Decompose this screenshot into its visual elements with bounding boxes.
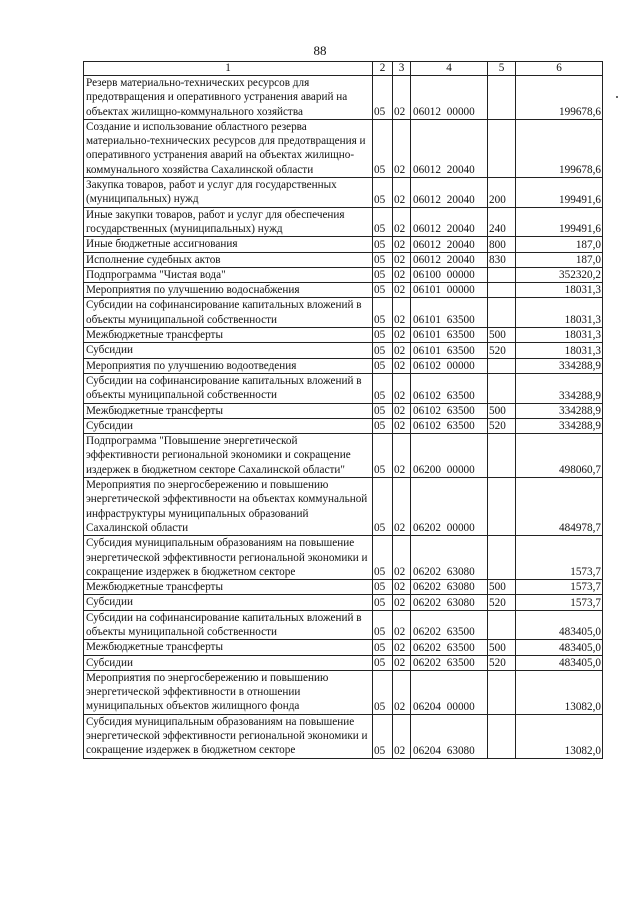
target-article-cell: 06012 20040: [411, 237, 488, 252]
section-cell: 05: [373, 343, 393, 358]
table-row: [84, 252, 603, 267]
amount-cell: 18031,3: [516, 283, 603, 298]
section-cell: 05: [373, 358, 393, 373]
table-row: [84, 403, 603, 418]
amount-cell: 187,0: [516, 237, 603, 252]
subsection-cell: 02: [393, 655, 411, 670]
item-name-cell: Подпрограмма "Повышение энергетической эффективности региональной экономики и сокращение издержек в бюджетном секторе Сахалинской области": [84, 434, 373, 478]
expense-type-cell: 500: [488, 328, 516, 343]
amount-cell: 18031,3: [516, 343, 603, 358]
expense-type-cell: 520: [488, 418, 516, 433]
target-article-cell: 06204 63080: [411, 714, 488, 758]
scan-mark: [616, 96, 618, 98]
col-header-3: 3: [393, 62, 411, 76]
expense-type-cell: [488, 373, 516, 403]
target-article-cell: 06202 63080: [411, 595, 488, 610]
table-row: [84, 343, 603, 358]
table-row: [84, 580, 603, 595]
amount-cell: 498060,7: [516, 434, 603, 478]
table-row: [84, 670, 603, 714]
subsection-cell: 02: [393, 237, 411, 252]
amount-cell: 483405,0: [516, 640, 603, 655]
item-name-cell: Субсидия муниципальным образованиям на повышение энергетической эффективности региональной экономики и сокращение издержек в бюджетном секторе: [84, 536, 373, 580]
page-number: 88: [313, 43, 327, 58]
section-cell: 05: [373, 595, 393, 610]
item-name-cell: Субсидии на софинансирование капитальных вложений в объекты муниципальной собственности: [84, 373, 373, 403]
amount-cell: 334288,9: [516, 373, 603, 403]
expense-type-cell: 500: [488, 580, 516, 595]
expense-type-cell: [488, 714, 516, 758]
section-cell: 05: [373, 536, 393, 580]
subsection-cell: 02: [393, 119, 411, 177]
item-name-cell: Субсидии: [84, 655, 373, 670]
item-name-cell: Субсидии на софинансирование капитальных вложений в объекты муниципальной собственности: [84, 298, 373, 328]
table-row: [84, 328, 603, 343]
section-cell: 05: [373, 610, 393, 640]
table-row: [84, 178, 603, 208]
section-cell: 05: [373, 207, 393, 237]
table-row: [84, 298, 603, 328]
section-cell: 05: [373, 434, 393, 478]
target-article-cell: 06101 63500: [411, 328, 488, 343]
target-article-cell: 06102 63500: [411, 373, 488, 403]
expense-type-cell: [488, 283, 516, 298]
section-cell: 05: [373, 478, 393, 536]
subsection-cell: 02: [393, 328, 411, 343]
col-header-4: 4: [411, 62, 488, 76]
subsection-cell: 02: [393, 343, 411, 358]
section-cell: 05: [373, 580, 393, 595]
table-row: [84, 595, 603, 610]
expense-type-cell: [488, 536, 516, 580]
amount-cell: 352320,2: [516, 267, 603, 282]
item-name-cell: Субсидии: [84, 343, 373, 358]
subsection-cell: 02: [393, 434, 411, 478]
section-cell: 05: [373, 283, 393, 298]
expense-type-cell: [488, 298, 516, 328]
col-header-6: 6: [516, 62, 603, 76]
target-article-cell: 06102 00000: [411, 358, 488, 373]
item-name-cell: Исполнение судебных актов: [84, 252, 373, 267]
subsection-cell: 02: [393, 536, 411, 580]
expense-type-cell: [488, 119, 516, 177]
item-name-cell: Мероприятия по энергосбережению и повышению энергетической эффективности в отношении муниципальных объектов жилищного фонда: [84, 670, 373, 714]
item-name-cell: Межбюджетные трансферты: [84, 328, 373, 343]
amount-cell: 1573,7: [516, 580, 603, 595]
table-row: [84, 237, 603, 252]
expense-type-cell: 520: [488, 655, 516, 670]
section-cell: 05: [373, 403, 393, 418]
subsection-cell: 02: [393, 418, 411, 433]
section-cell: 05: [373, 714, 393, 758]
item-name-cell: Субсидия муниципальным образованиям на повышение энергетической эффективности региональной экономики и сокращение издержек в бюджетном секторе: [84, 714, 373, 758]
amount-cell: 18031,3: [516, 328, 603, 343]
target-article-cell: 06202 63080: [411, 580, 488, 595]
amount-cell: 13082,0: [516, 714, 603, 758]
item-name-cell: Субсидии: [84, 595, 373, 610]
table-row: [84, 640, 603, 655]
expense-type-cell: 500: [488, 403, 516, 418]
amount-cell: 483405,0: [516, 610, 603, 640]
subsection-cell: 02: [393, 580, 411, 595]
subsection-cell: 02: [393, 373, 411, 403]
item-name-cell: Закупка товаров, работ и услуг для государственных (муниципальных) нужд: [84, 178, 373, 208]
section-cell: 05: [373, 640, 393, 655]
item-name-cell: Межбюджетные трансферты: [84, 580, 373, 595]
section-cell: 05: [373, 119, 393, 177]
table-row: [84, 358, 603, 373]
target-article-cell: 06102 63500: [411, 418, 488, 433]
item-name-cell: Подпрограмма "Чистая вода": [84, 267, 373, 282]
section-cell: 05: [373, 655, 393, 670]
item-name-cell: Мероприятия по улучшению водоснабжения: [84, 283, 373, 298]
amount-cell: 13082,0: [516, 670, 603, 714]
expense-type-cell: [488, 478, 516, 536]
table-row: [84, 76, 603, 120]
section-cell: 05: [373, 328, 393, 343]
table-row: [84, 418, 603, 433]
expense-type-cell: 200: [488, 178, 516, 208]
expense-type-cell: [488, 610, 516, 640]
amount-cell: 483405,0: [516, 655, 603, 670]
amount-cell: 199678,6: [516, 119, 603, 177]
table-row: [84, 373, 603, 403]
subsection-cell: 02: [393, 640, 411, 655]
budget-table-body: [84, 76, 603, 759]
subsection-cell: 02: [393, 610, 411, 640]
item-name-cell: Иные бюджетные ассигнования: [84, 237, 373, 252]
amount-cell: 334288,9: [516, 403, 603, 418]
section-cell: 05: [373, 237, 393, 252]
expense-type-cell: 520: [488, 343, 516, 358]
target-article-cell: 06200 00000: [411, 434, 488, 478]
amount-cell: 18031,3: [516, 298, 603, 328]
section-cell: 05: [373, 178, 393, 208]
expense-type-cell: 830: [488, 252, 516, 267]
expense-type-cell: [488, 76, 516, 120]
table-row: [84, 283, 603, 298]
section-cell: 05: [373, 298, 393, 328]
col-header-5: 5: [488, 62, 516, 76]
amount-cell: 334288,9: [516, 358, 603, 373]
item-name-cell: Резерв материально-технических ресурсов для предотвращения и оперативного устранения аварий на объектах жилищно-коммунального хозяйства: [84, 76, 373, 120]
subsection-cell: 02: [393, 298, 411, 328]
amount-cell: 1573,7: [516, 536, 603, 580]
amount-cell: 199491,6: [516, 178, 603, 208]
section-cell: 05: [373, 418, 393, 433]
table-row: [84, 610, 603, 640]
item-name-cell: Межбюджетные трансферты: [84, 640, 373, 655]
expense-type-cell: [488, 267, 516, 282]
target-article-cell: 06012 00000: [411, 76, 488, 120]
target-article-cell: 06102 63500: [411, 403, 488, 418]
item-name-cell: Мероприятия по энергосбережению и повышению энергетической эффективности на объектах коммунальной инфраструктуры муниципальных образований Сахалинской области: [84, 478, 373, 536]
table-row: [84, 714, 603, 758]
amount-cell: 199678,6: [516, 76, 603, 120]
subsection-cell: 02: [393, 478, 411, 536]
col-header-2: 2: [373, 62, 393, 76]
item-name-cell: Межбюджетные трансферты: [84, 403, 373, 418]
target-article-cell: 06101 63500: [411, 298, 488, 328]
header-row: [84, 62, 603, 76]
expense-type-cell: [488, 358, 516, 373]
amount-cell: 1573,7: [516, 595, 603, 610]
item-name-cell: Мероприятия по улучшению водоотведения: [84, 358, 373, 373]
item-name-cell: Субсидии на софинансирование капитальных вложений в объекты муниципальной собственности: [84, 610, 373, 640]
table-row: [84, 267, 603, 282]
table-row: [84, 207, 603, 237]
target-article-cell: 06100 00000: [411, 267, 488, 282]
section-cell: 05: [373, 267, 393, 282]
table-row: [84, 536, 603, 580]
target-article-cell: 06012 20040: [411, 252, 488, 267]
amount-cell: 334288,9: [516, 418, 603, 433]
target-article-cell: 06202 63500: [411, 640, 488, 655]
col-header-1: 1: [84, 62, 373, 76]
section-cell: 05: [373, 252, 393, 267]
target-article-cell: 06101 63500: [411, 343, 488, 358]
amount-cell: 187,0: [516, 252, 603, 267]
table-row: [84, 478, 603, 536]
target-article-cell: 06202 63500: [411, 610, 488, 640]
subsection-cell: 02: [393, 252, 411, 267]
item-name-cell: Иные закупки товаров, работ и услуг для обеспечения государственных (муниципальных) нужд: [84, 207, 373, 237]
amount-cell: 484978,7: [516, 478, 603, 536]
table-row: [84, 434, 603, 478]
subsection-cell: 02: [393, 207, 411, 237]
section-cell: 05: [373, 76, 393, 120]
target-article-cell: 06012 20040: [411, 119, 488, 177]
item-name-cell: Субсидии: [84, 418, 373, 433]
target-article-cell: 06202 63080: [411, 536, 488, 580]
subsection-cell: 02: [393, 670, 411, 714]
subsection-cell: 02: [393, 76, 411, 120]
table-row: [84, 655, 603, 670]
target-article-cell: 06202 63500: [411, 655, 488, 670]
target-article-cell: 06101 00000: [411, 283, 488, 298]
expense-type-cell: [488, 670, 516, 714]
section-cell: 05: [373, 670, 393, 714]
table-row: [84, 119, 603, 177]
expense-type-cell: 240: [488, 207, 516, 237]
budget-table: [83, 61, 603, 759]
subsection-cell: 02: [393, 595, 411, 610]
subsection-cell: 02: [393, 283, 411, 298]
subsection-cell: 02: [393, 178, 411, 208]
target-article-cell: 06012 20040: [411, 207, 488, 237]
subsection-cell: 02: [393, 403, 411, 418]
expense-type-cell: 800: [488, 237, 516, 252]
subsection-cell: 02: [393, 714, 411, 758]
subsection-cell: 02: [393, 358, 411, 373]
subsection-cell: 02: [393, 267, 411, 282]
expense-type-cell: 520: [488, 595, 516, 610]
amount-cell: 199491,6: [516, 207, 603, 237]
section-cell: 05: [373, 373, 393, 403]
item-name-cell: Создание и использование областного резерва материально-технических ресурсов для предотвращения и оперативного устранения аварий на объектах жилищно-коммунального хозяйства Сахалинской области: [84, 119, 373, 177]
target-article-cell: 06202 00000: [411, 478, 488, 536]
expense-type-cell: 500: [488, 640, 516, 655]
target-article-cell: 06204 00000: [411, 670, 488, 714]
target-article-cell: 06012 20040: [411, 178, 488, 208]
expense-type-cell: [488, 434, 516, 478]
